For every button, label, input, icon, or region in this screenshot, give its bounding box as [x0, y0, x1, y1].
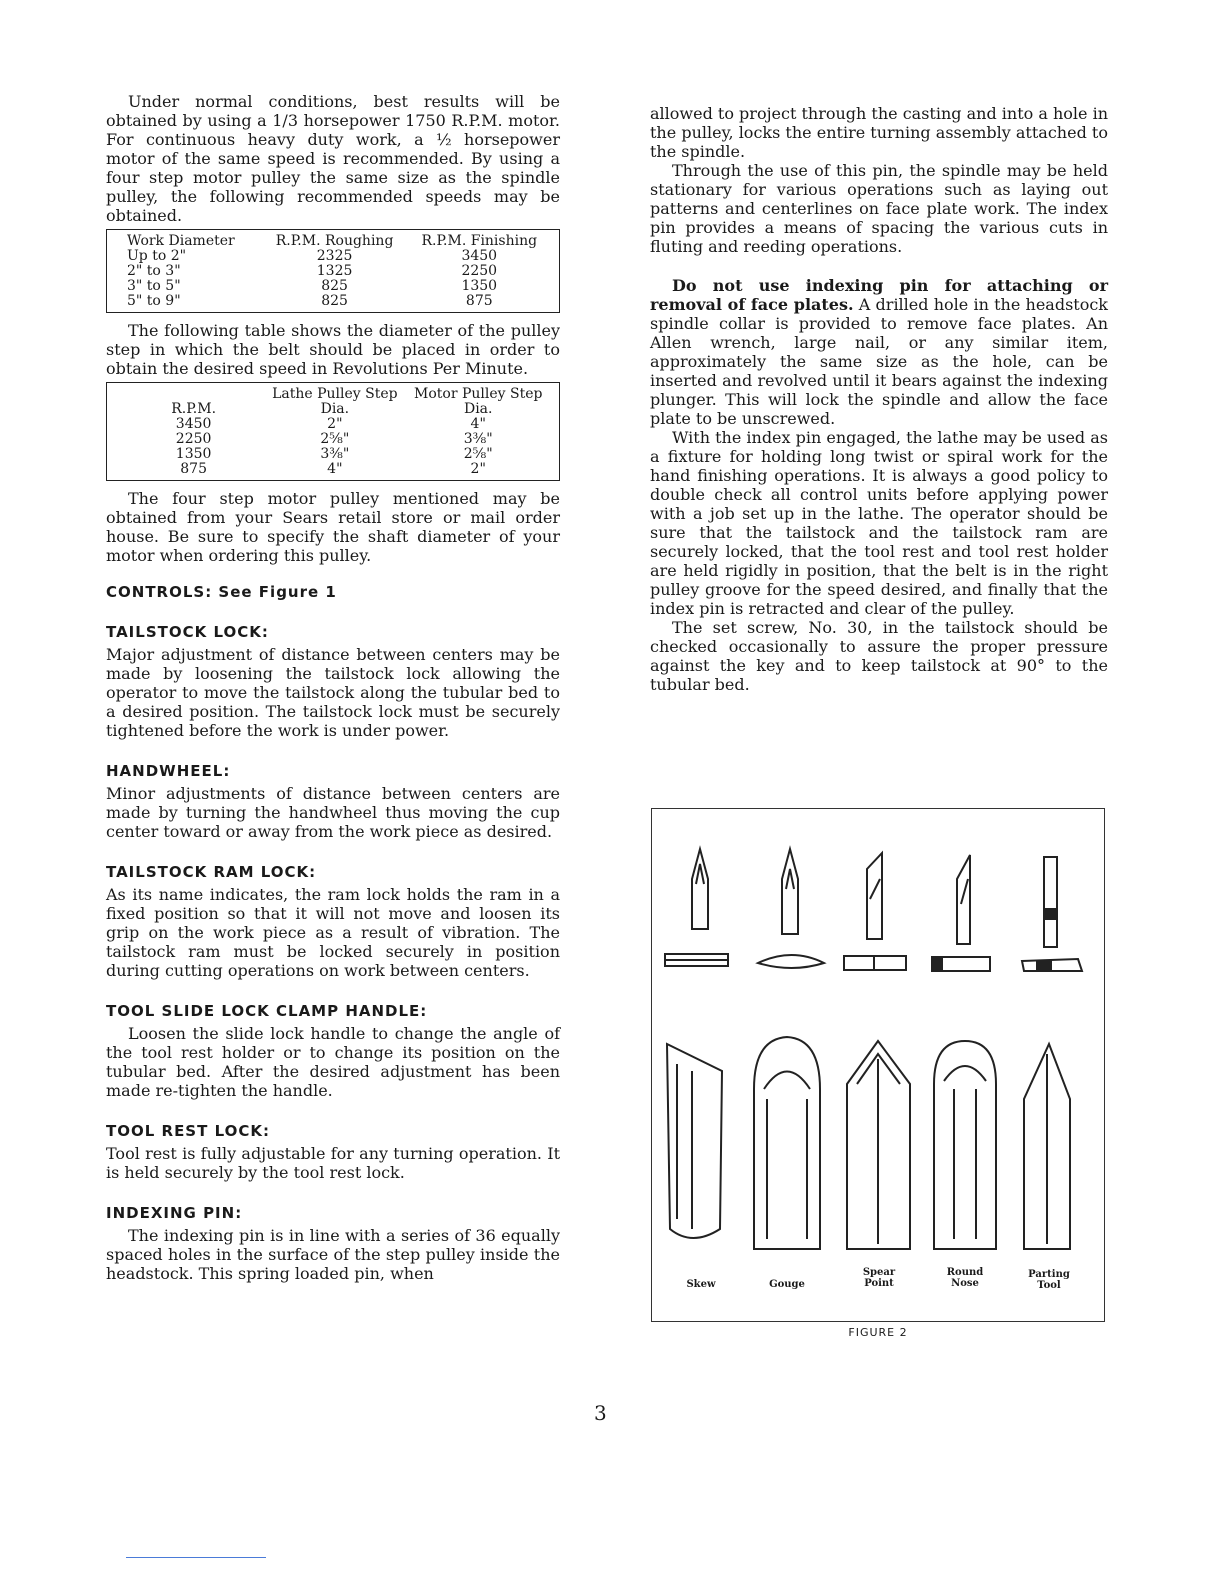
table-cell: 2250	[175, 431, 212, 447]
table-row	[123, 294, 551, 309]
table-header-row	[123, 387, 551, 417]
handwheel-paragraph: Minor adjustments of distance between centers are made by turning the handwheel thus moving the cup center toward or away from the work piece as desired.	[106, 784, 560, 841]
indexing-heading: INDEXING PIN:	[106, 1204, 243, 1222]
face-plate-text: A drilled hole in the headstock spindle collar is provided to remove face plates. An Allen wrench, large nail, or any similar item, approximately the same size as the hole, can be inserted and revolved until it bears against the indexing plunger. This will lock the spindle and allow the face plate to be unscrewed.	[650, 295, 1109, 428]
slide-lock-heading: TOOL SLIDE LOCK CLAMP HANDLE:	[106, 1002, 428, 1020]
tool-label-line: Skew	[686, 1279, 716, 1290]
table-cell: 3⅜"	[463, 431, 493, 447]
tools-illustration	[652, 809, 1104, 1321]
table-row	[123, 432, 551, 447]
tool-label-line: Point	[864, 1278, 894, 1289]
indexing-paragraph: The indexing pin is in line with a series of 36 equally spaced holes in the surface of the step pulley inside the headstock. This spring loaded pin, when	[106, 1226, 560, 1283]
table-cell: 2"	[327, 416, 343, 432]
table-cell: 3450	[461, 248, 498, 264]
skew-blade-icon	[667, 1044, 722, 1238]
table-cell: 5" to 9"	[127, 293, 181, 309]
parting-tool-label	[1014, 1269, 1084, 1291]
handwheel-heading: HANDWHEEL:	[106, 762, 231, 780]
table-cell: 825	[321, 278, 348, 294]
spear-point-tip-icon	[844, 853, 906, 970]
table-cell: 4"	[470, 416, 486, 432]
gouge-tip-icon	[758, 849, 824, 968]
round-nose-blade-icon	[934, 1041, 996, 1249]
table-header: Lathe Pulley Step Dia.	[272, 386, 398, 417]
left-column	[106, 92, 560, 1283]
table-row	[123, 279, 551, 294]
table-cell: 2" to 3"	[127, 263, 181, 279]
tool-label-line: Nose	[951, 1278, 979, 1289]
table-row	[123, 462, 551, 477]
table-cell: 875	[180, 461, 207, 477]
table-header-row	[123, 234, 551, 249]
figure-2	[651, 808, 1105, 1322]
right-paragraph-1: allowed to project through the casting and into a hole in the pulley, locks the entire turning assembly attached to the spindle.	[650, 104, 1109, 161]
tool-label-line: Tool	[1037, 1280, 1061, 1291]
rest-lock-paragraph: Tool rest is fully adjustable for any turning operation. It is held securely by the tool rest lock.	[106, 1144, 560, 1182]
table-cell: 2⅝"	[320, 431, 350, 447]
speed-table-box	[106, 229, 560, 313]
table-header: R.P.M.	[171, 401, 217, 417]
right-paragraph-3	[650, 276, 1108, 428]
ram-lock-heading: TAILSTOCK RAM LOCK:	[106, 863, 317, 881]
table-cell: 1350	[175, 446, 212, 462]
tailstock-lock-heading: TAILSTOCK LOCK:	[106, 623, 269, 641]
speed-table	[123, 234, 551, 309]
table-cell: 825	[321, 293, 348, 309]
ram-lock-paragraph: As its name indicates, the ram lock holds the ram in a fixed position so that it will not move and loosen its grip on the work piece as a result of vibration. The tailstock ram must be locked securely in position during cutting operations on work between centers.	[106, 885, 560, 980]
pulley-table-box	[106, 382, 560, 481]
tool-label-line: Spear	[862, 1267, 896, 1278]
face-plate-warning: Do not use indexing pin for attaching or removal of face plates.	[650, 276, 1108, 314]
gouge-label	[752, 1279, 822, 1290]
right-paragraph-5: The set screw, No. 30, in the tailstock should be checked occasionally to assure the proper pressure against the key and to keep tailstock at 90° to the tubular bed.	[650, 618, 1108, 694]
motor-pulley-paragraph: The four step motor pulley mentioned may be obtained from your Sears retail store or mail order house. Be sure to specify the shaft diameter of your motor when ordering this pulley.	[106, 489, 560, 565]
table-cell: 3450	[175, 416, 212, 432]
tool-label-line: Gouge	[769, 1279, 805, 1290]
table-row	[123, 447, 551, 462]
table-cell: 4"	[327, 461, 343, 477]
controls-heading: CONTROLS: See Figure 1	[106, 583, 337, 601]
table-cell: 1350	[461, 278, 498, 294]
round-nose-tip-icon	[932, 855, 990, 971]
gouge-blade-icon	[754, 1037, 820, 1249]
slide-lock-paragraph: Loosen the slide lock handle to change the angle of the tool rest holder or to change its position on the tubular bed. After the desired adjustment has been made re-tighten the handle.	[106, 1024, 560, 1100]
table-header: R.P.M. Finishing	[421, 233, 538, 249]
table-cell: 2⅝"	[463, 446, 493, 462]
table-header: Work Diameter	[127, 233, 235, 249]
parting-tool-blade-icon	[1024, 1044, 1070, 1249]
bottom-divider	[126, 1557, 266, 1558]
figure-caption: FIGURE 2	[848, 1326, 908, 1339]
tool-label-line: Round	[946, 1267, 984, 1278]
table-cell: 2250	[461, 263, 498, 279]
table-cell: 1325	[316, 263, 353, 279]
right-paragraph-4: With the index pin engaged, the lathe may be used as a fixture for holding long twist or spiral work for the hand finishing operations. It is always a good policy to double check all control units before applying power with a job set up in the lathe. The operator should be sure that the tailstock and the tailstock ram are securely locked, that the tool rest and tool rest holder are held rigidly in position, that the belt is in the right pulley groove for the speed desired, and finally that the index pin is retracted and clear of the pulley.	[650, 428, 1108, 618]
table-cell: 2"	[470, 461, 486, 477]
table-header: Motor Pulley Step Dia.	[414, 386, 543, 417]
table-cell: 2325	[316, 248, 353, 264]
page-number: 3	[594, 1401, 607, 1425]
skew-label	[666, 1279, 736, 1290]
right-column	[650, 104, 1108, 694]
spear-point-label	[844, 1267, 914, 1289]
spear-point-blade-icon	[847, 1041, 910, 1249]
parting-tool-tip-icon	[1022, 857, 1082, 971]
rest-lock-heading: TOOL REST LOCK:	[106, 1122, 270, 1140]
table-cell: Up to 2"	[127, 248, 187, 264]
table-row	[123, 417, 551, 432]
table-header: R.P.M. Roughing	[275, 233, 394, 249]
table-cell: 3⅜"	[320, 446, 350, 462]
intro-paragraph: Under normal conditions, best results will be obtained by using a 1/3 horsepower 1750 R.P.M. motor. For continuous heavy duty work, a ½ horsepower motor of the same speed is recommended. By using a four step motor pulley the same size as the spindle pulley, the following recommended speeds may be obtained.	[106, 92, 560, 225]
pulley-table	[123, 387, 551, 477]
table-row	[123, 249, 551, 264]
skew-tip-icon	[665, 849, 728, 966]
pulley-intro-paragraph: The following table shows the diameter of the pulley step in which the belt should be placed in order to obtain the desired speed in Revolutions Per Minute.	[106, 321, 560, 378]
right-paragraph-2: Through the use of this pin, the spindle may be held stationary for various operations such as laying out patterns and centerlines on face plate work. The index pin provides a means of spacing the various cuts in fluting and reeding operations.	[650, 161, 1108, 256]
table-cell: 875	[465, 293, 493, 309]
tool-label-line: Parting	[1028, 1269, 1070, 1280]
tailstock-lock-paragraph: Major adjustment of distance between centers may be made by loosening the tailstock lock allowing the operator to move the tailstock along the tubular bed to a desired position. The tailstock lock must be securely tightened before the work is under power.	[106, 645, 560, 740]
round-nose-label	[930, 1267, 1000, 1289]
table-cell: 3" to 5"	[127, 278, 181, 294]
table-row	[123, 264, 551, 279]
